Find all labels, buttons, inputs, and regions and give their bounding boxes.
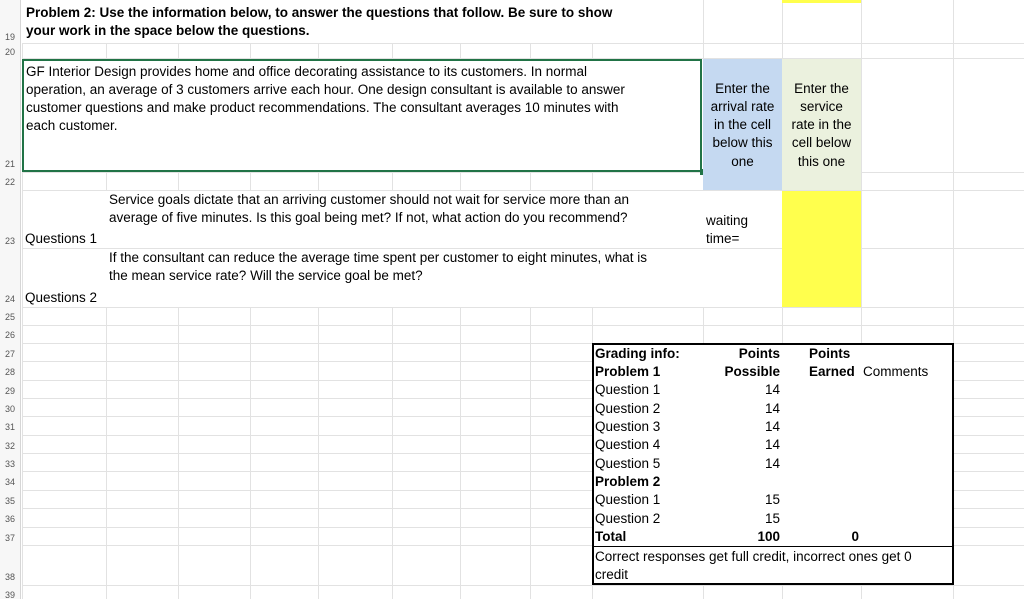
row-number[interactable]: 20 <box>4 47 15 57</box>
waiting-time-cell[interactable] <box>703 191 782 248</box>
row-number[interactable]: 26 <box>4 330 15 340</box>
grading-row-label[interactable]: Problem 2 <box>595 474 661 489</box>
description-line: each customer. <box>26 118 118 133</box>
service-rate-instruction-cell[interactable] <box>782 59 861 190</box>
waiting-label-line: waiting <box>706 213 749 228</box>
yellow-cell-top[interactable] <box>782 0 861 3</box>
question1-label[interactable]: Questions 1 <box>25 231 98 246</box>
row-number[interactable]: 35 <box>4 496 15 506</box>
total-earned[interactable]: 0 <box>851 529 859 544</box>
row-number[interactable]: 29 <box>4 386 15 396</box>
row-number[interactable]: 37 <box>4 533 15 543</box>
grading-row-label[interactable]: Problem 1 <box>595 364 661 379</box>
grading-note-line[interactable]: credit <box>595 567 629 582</box>
grading-row-points[interactable]: 15 <box>764 511 780 526</box>
description-cell[interactable] <box>22 59 702 172</box>
arrival-instruction-line: below this <box>712 135 773 150</box>
grid-row-line <box>22 307 1024 308</box>
question1-line: average of five minutes. Is this goal being met? If not, what action do you recommend? <box>109 210 628 225</box>
grading-row-points[interactable]: 14 <box>764 382 780 397</box>
service-instruction-line: service <box>800 99 843 114</box>
total-possible[interactable]: 100 <box>757 529 780 544</box>
grading-title[interactable]: Grading info: <box>595 346 680 361</box>
grid-row-line <box>22 43 1024 44</box>
points-earned-header[interactable]: Points <box>809 346 851 361</box>
row-number[interactable]: 33 <box>4 459 15 469</box>
points-possible-header[interactable]: Possible <box>724 364 780 379</box>
grid-row-line <box>22 172 1024 173</box>
arrival-instruction-line: Enter the <box>715 81 770 96</box>
row-number[interactable]: 38 <box>4 572 15 582</box>
grading-row-label[interactable]: Question 1 <box>595 382 661 397</box>
yellow-input-cell[interactable] <box>782 191 861 307</box>
problem-header-line1: Problem 2: Use the information below, to answer the questions that follow. Be sure to show <box>26 5 613 20</box>
problem-header-cell[interactable] <box>22 0 703 43</box>
service-instruction-line: cell below <box>791 135 852 150</box>
service-instruction-line: rate in the <box>791 117 852 132</box>
question1-line: Service goals dictate that an arriving customer should not wait for service more than an <box>109 192 630 207</box>
grading-row-points[interactable]: 14 <box>764 437 780 452</box>
service-instruction-line: this one <box>797 154 846 169</box>
arrival-instruction-line: arrival rate <box>710 99 775 114</box>
row-number[interactable]: 19 <box>4 32 15 42</box>
points-possible-header[interactable]: Points <box>738 346 780 361</box>
grading-row-points[interactable]: 14 <box>764 419 780 434</box>
arrival-rate-instruction-cell[interactable] <box>703 59 782 190</box>
row-number[interactable]: 36 <box>4 514 15 524</box>
grading-row-points[interactable]: 14 <box>764 456 780 471</box>
row-number[interactable]: 24 <box>4 294 15 304</box>
grading-row-label[interactable]: Question 1 <box>595 492 661 507</box>
row-number[interactable]: 39 <box>4 590 15 600</box>
grid-row-line <box>22 325 1024 326</box>
grading-row-points[interactable]: 15 <box>764 492 780 507</box>
question2-text-cell[interactable] <box>106 249 703 307</box>
grading-row-label[interactable]: Question 3 <box>595 419 661 434</box>
grading-row-label[interactable]: Question 4 <box>595 437 661 452</box>
total-label[interactable]: Total <box>595 529 627 544</box>
grid-row-line <box>22 585 1024 586</box>
description-line: operation, an average of 3 customers arrive each hour. One design consultant is available to answer <box>26 82 625 97</box>
question1-text-cell[interactable] <box>106 191 703 248</box>
row-number[interactable]: 23 <box>4 236 15 246</box>
arrival-instruction-line: one <box>731 154 754 169</box>
row-number[interactable]: 27 <box>4 349 15 359</box>
description-line: customer questions and make product recommendations. The consultant averages 10 minutes with <box>26 100 619 115</box>
grading-row-label[interactable]: Question 5 <box>595 456 661 471</box>
row-number[interactable]: 30 <box>4 404 15 414</box>
blank-cell[interactable] <box>703 249 782 307</box>
grading-row-label[interactable]: Question 2 <box>595 401 661 416</box>
grading-note-line[interactable]: Correct responses get full credit, incorrect ones get 0 <box>595 549 912 564</box>
question2-line: If the consultant can reduce the average time spent per customer to eight minutes, what is <box>109 250 648 265</box>
row-number[interactable]: 34 <box>4 477 15 487</box>
row-number[interactable]: 31 <box>4 422 15 432</box>
service-instruction-line: Enter the <box>794 81 849 96</box>
row-number[interactable]: 28 <box>4 367 15 377</box>
question2-line: the mean service rate? Will the service goal be met? <box>109 268 423 283</box>
waiting-label-line: time= <box>706 231 740 246</box>
question2-label[interactable]: Questions 2 <box>25 290 98 305</box>
row-number[interactable]: 32 <box>4 441 15 451</box>
row-number[interactable]: 22 <box>4 177 15 187</box>
arrival-instruction-line: in the cell <box>713 117 772 132</box>
row-number[interactable]: 25 <box>4 312 15 322</box>
description-line: GF Interior Design provides home and office decorating assistance to its customers. In normal <box>26 64 588 79</box>
note-divider <box>594 546 952 547</box>
row-number[interactable]: 21 <box>4 159 15 169</box>
problem-header-line2: your work in the space below the questions. <box>26 23 310 38</box>
grading-row-label[interactable]: Question 2 <box>595 511 661 526</box>
grading-row-points[interactable]: 14 <box>764 401 780 416</box>
comments-header[interactable]: Comments <box>863 364 929 379</box>
points-earned-header[interactable]: Earned <box>809 364 855 379</box>
